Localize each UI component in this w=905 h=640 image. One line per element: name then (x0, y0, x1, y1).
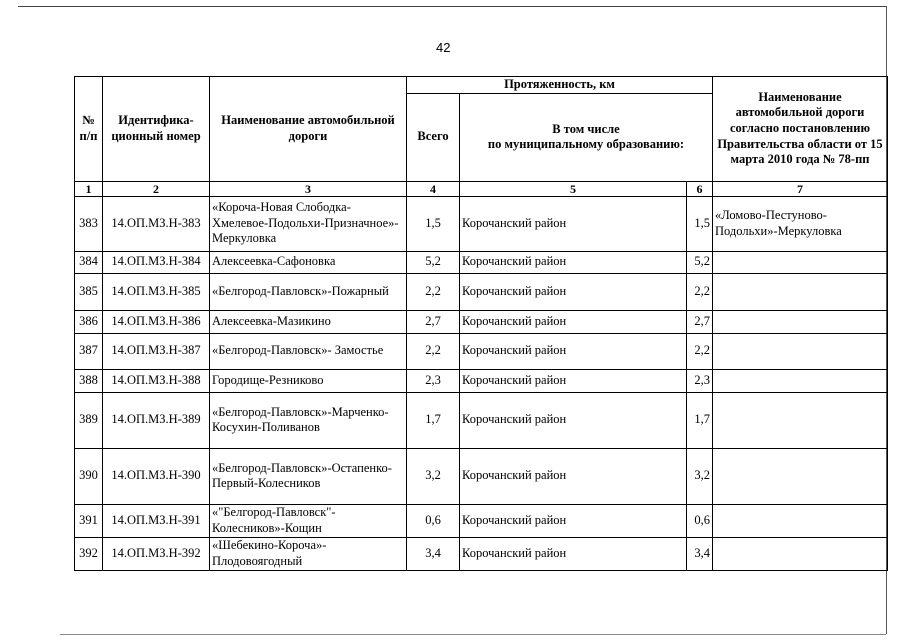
header-total: Всего (407, 93, 460, 181)
row-district-km: 2,2 (687, 273, 713, 310)
row-road-name: «Короча-Новая Слободка-Хмелевое-Подольхи-Призначное»-Меркуловка (210, 196, 407, 251)
row-district: Корочанский район (460, 196, 687, 251)
row-district: Корочанский район (460, 392, 687, 448)
row-total-km: 3,4 (407, 537, 460, 570)
header-including-line1: В том числе (552, 121, 620, 136)
row-total-km: 1,7 (407, 392, 460, 448)
row-resolution-name (713, 251, 888, 273)
row-district-km: 2,2 (687, 333, 713, 369)
row-number: 387 (75, 333, 103, 369)
row-district: Корочанский район (460, 504, 687, 537)
table-row (75, 504, 888, 537)
header-including-line2: по муниципальному образованию: (487, 137, 685, 152)
row-resolution-name (713, 504, 888, 537)
row-resolution-name (713, 273, 888, 310)
row-resolution-name (713, 333, 888, 369)
row-district: Корочанский район (460, 537, 687, 570)
row-total-km: 2,2 (407, 333, 460, 369)
row-district: Корочанский район (460, 448, 687, 504)
row-total-km: 2,3 (407, 369, 460, 392)
row-number: 386 (75, 310, 103, 333)
header-road-name: Наименование автомобильной дороги (210, 77, 407, 182)
page-frame-top (18, 6, 886, 7)
row-road-name: «Белгород-Павловск»-Пожарный (210, 273, 407, 310)
row-resolution-name (713, 537, 888, 570)
row-total-km: 0,6 (407, 504, 460, 537)
row-total-km: 3,2 (407, 448, 460, 504)
row-number: 392 (75, 537, 103, 570)
row-district-km: 2,7 (687, 310, 713, 333)
table-row (75, 448, 888, 504)
row-resolution-name (713, 392, 888, 448)
row-road-name: Городище-Резниково (210, 369, 407, 392)
row-identifier: 14.ОП.МЗ.Н-391 (103, 504, 210, 537)
row-number: 390 (75, 448, 103, 504)
row-road-name: «Белгород-Павловск»-Марченко-Косухин-Поливанов (210, 392, 407, 448)
row-identifier: 14.ОП.МЗ.Н-390 (103, 448, 210, 504)
row-road-name: Алексеевка-Мазикино (210, 310, 407, 333)
column-number: 6 (687, 181, 713, 196)
table-row (75, 310, 888, 333)
row-identifier: 14.ОП.МЗ.Н-392 (103, 537, 210, 570)
row-number: 389 (75, 392, 103, 448)
row-district-km: 3,2 (687, 448, 713, 504)
column-number: 3 (210, 181, 407, 196)
row-resolution-name (713, 310, 888, 333)
table-row (75, 251, 888, 273)
column-number: 7 (713, 181, 888, 196)
row-total-km: 2,2 (407, 273, 460, 310)
row-district: Корочанский район (460, 333, 687, 369)
roads-table (74, 76, 888, 571)
table-row (75, 369, 888, 392)
row-resolution-name (713, 369, 888, 392)
row-number: 383 (75, 196, 103, 251)
row-identifier: 14.ОП.МЗ.Н-383 (103, 196, 210, 251)
row-identifier: 14.ОП.МЗ.Н-384 (103, 251, 210, 273)
row-identifier: 14.ОП.МЗ.Н-387 (103, 333, 210, 369)
row-district-km: 2,3 (687, 369, 713, 392)
row-total-km: 1,5 (407, 196, 460, 251)
row-road-name: «Шебекино-Короча»-Плодовоягодный (210, 537, 407, 570)
row-resolution-name: «Ломово-Пестуново-Подольхи»-Меркуловка (713, 196, 888, 251)
page-number: 42 (436, 40, 451, 55)
row-district-km: 3,4 (687, 537, 713, 570)
row-identifier: 14.ОП.МЗ.Н-388 (103, 369, 210, 392)
row-identifier: 14.ОП.МЗ.Н-386 (103, 310, 210, 333)
row-road-name: Алексеевка-Сафоновка (210, 251, 407, 273)
row-road-name: «Белгород-Павловск»-Остапенко-Первый-Колесников (210, 448, 407, 504)
header-resolution-name: Наименование автомобильной дороги согласно постановлению Правительства области от 15 марта 2010 года № 78-пп (713, 77, 888, 182)
column-number: 5 (460, 181, 687, 196)
table-row (75, 537, 888, 570)
row-road-name: «Белгород-Павловск»- Замостье (210, 333, 407, 369)
header-identifier: Идентифика-ционный номер (103, 77, 210, 182)
row-district: Корочанский район (460, 251, 687, 273)
column-number: 2 (103, 181, 210, 196)
row-resolution-name (713, 448, 888, 504)
row-district: Корочанский район (460, 369, 687, 392)
row-number: 391 (75, 504, 103, 537)
header-including (460, 93, 713, 181)
row-road-name: «"Белгород-Павловск"-Колесников»-Кощин (210, 504, 407, 537)
row-identifier: 14.ОП.МЗ.Н-385 (103, 273, 210, 310)
row-total-km: 2,7 (407, 310, 460, 333)
row-number: 384 (75, 251, 103, 273)
row-number: 388 (75, 369, 103, 392)
row-district: Корочанский район (460, 310, 687, 333)
row-identifier: 14.ОП.МЗ.Н-389 (103, 392, 210, 448)
row-district-km: 0,6 (687, 504, 713, 537)
header-no: № п/п (75, 77, 103, 182)
header-length-group: Протяженность, км (407, 77, 713, 94)
row-number: 385 (75, 273, 103, 310)
table-row (75, 392, 888, 448)
column-number: 4 (407, 181, 460, 196)
row-district-km: 1,5 (687, 196, 713, 251)
page-frame-bottom (60, 634, 886, 635)
table-row (75, 333, 888, 369)
table-row (75, 196, 888, 251)
column-number: 1 (75, 181, 103, 196)
row-district-km: 5,2 (687, 251, 713, 273)
row-total-km: 5,2 (407, 251, 460, 273)
row-district-km: 1,7 (687, 392, 713, 448)
table-row (75, 273, 888, 310)
row-district: Корочанский район (460, 273, 687, 310)
